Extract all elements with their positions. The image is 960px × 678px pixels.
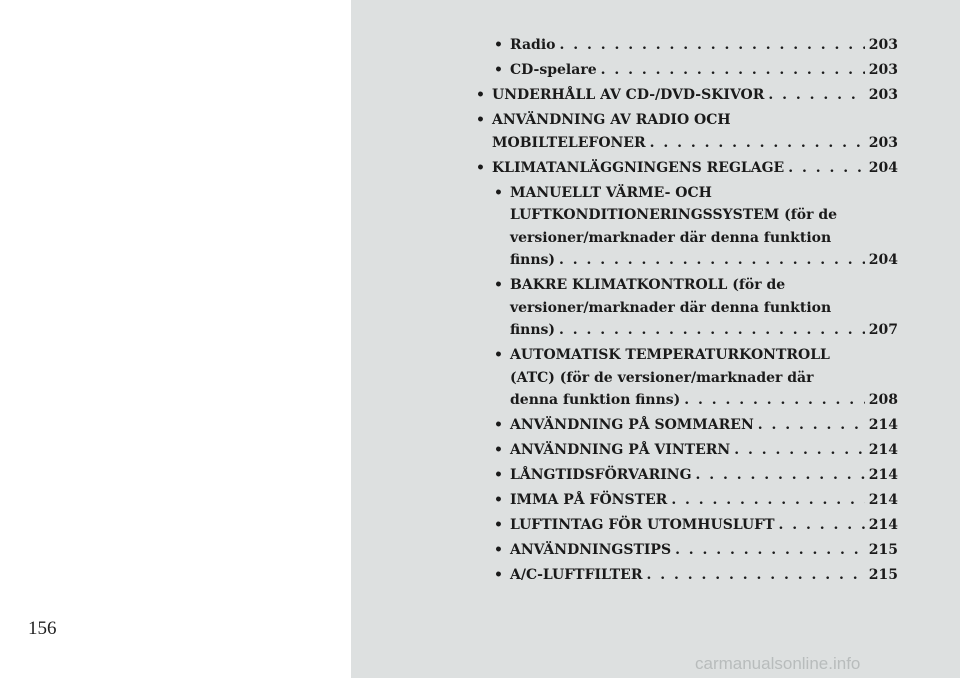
bullet-icon: • [494, 277, 503, 293]
toc-entry-title: finns) [510, 252, 556, 268]
toc-entry-line: LUFTKONDITIONERINGSSYSTEM (för de [510, 207, 838, 223]
toc-entry[interactable] [476, 157, 898, 180]
bullet-icon: • [494, 417, 503, 433]
toc-entry-title: Radio [510, 37, 556, 53]
toc-entry-last-line [510, 464, 898, 487]
bullet-icon: • [494, 442, 503, 458]
dot-leader [647, 564, 865, 587]
dot-leader [559, 319, 865, 342]
toc-entry-last-line [510, 539, 898, 562]
toc-entry-last-line [510, 489, 898, 512]
dot-leader [559, 34, 864, 57]
dot-leader [671, 489, 864, 512]
dot-leader [734, 439, 865, 462]
toc-entry-last-line [510, 389, 898, 412]
toc-entry[interactable] [476, 274, 898, 342]
toc-entry[interactable] [476, 539, 898, 562]
toc-entry-last-line [492, 84, 898, 107]
dot-leader [779, 514, 865, 537]
toc-page-number: 203 [868, 62, 898, 78]
dot-leader [650, 132, 865, 155]
toc-entry-title: finns) [510, 322, 556, 338]
toc-entry[interactable] [476, 564, 898, 587]
bullet-icon: • [494, 467, 503, 483]
toc-entry-title: LÅNGTIDSFÖRVARING [510, 467, 692, 483]
dot-leader [768, 84, 864, 107]
dot-leader [696, 464, 865, 487]
toc-entry[interactable] [476, 182, 898, 272]
toc-entry-title: ANVÄNDNING PÅ VINTERN [510, 442, 731, 458]
toc-entry-last-line [510, 514, 898, 537]
bullet-icon: • [494, 517, 503, 533]
dot-leader [684, 389, 864, 412]
toc-entry-last-line [510, 59, 898, 82]
toc-entry-last-line [510, 34, 898, 57]
toc-entry-line: (ATC) (för de versioner/marknader där [510, 369, 814, 386]
bullet-icon: • [494, 542, 503, 558]
toc-entry-last-line [510, 249, 898, 272]
toc-entry-last-line [510, 414, 898, 437]
toc-entry-title: ANVÄNDNINGSTIPS [510, 542, 672, 558]
toc-page-number: 204 [868, 159, 898, 176]
toc-entry-title: LUFTINTAG FÖR UTOMHUSLUFT [510, 517, 775, 533]
toc-entry-last-line [492, 132, 898, 155]
bullet-icon: • [494, 567, 503, 583]
dot-leader [559, 249, 865, 272]
dot-leader [675, 539, 865, 562]
toc-entry-title: UNDERHÅLL AV CD-/DVD-SKIVOR [492, 87, 765, 103]
toc-entry[interactable] [476, 439, 898, 462]
toc-entry-line: BAKRE KLIMATKONTROLL (för de [510, 277, 786, 293]
toc-page-number: 203 [868, 134, 898, 151]
toc-entry[interactable] [476, 34, 898, 57]
toc-entry[interactable] [476, 489, 898, 512]
toc-page-number: 207 [868, 322, 898, 338]
toc-entry-line: versioner/marknader där denna funktion [510, 229, 832, 246]
toc-page-number: 214 [868, 417, 898, 433]
toc-entry-title: IMMA PÅ FÖNSTER [510, 492, 668, 508]
toc-entry[interactable] [476, 84, 898, 107]
toc-entry[interactable] [476, 109, 898, 154]
watermark: carmanualsonline.info [695, 654, 861, 673]
bullet-icon: • [494, 37, 503, 53]
toc-entry-title: KLIMATANLÄGGNINGENS REGLAGE [492, 159, 785, 176]
toc-page-number: 208 [868, 392, 898, 408]
toc-entry-title: CD-spelare [510, 62, 597, 78]
toc-entry-title: MOBILTELEFONER [492, 134, 646, 151]
toc-entry-line: AUTOMATISK TEMPERATURKONTROLL [510, 347, 830, 363]
toc-entry-title: denna funktion finns) [510, 392, 681, 408]
toc-entry-last-line [510, 319, 898, 342]
toc-entry-title: ANVÄNDNING PÅ SOMMAREN [510, 417, 754, 433]
dot-leader [788, 157, 865, 180]
toc-entry-line: versioner/marknader där denna funktion [510, 299, 832, 316]
toc-page-number: 203 [868, 37, 898, 53]
toc-entry[interactable] [476, 414, 898, 437]
toc-page-number: 215 [868, 542, 898, 558]
toc-entry-last-line [492, 157, 898, 180]
toc-page-number: 214 [868, 517, 898, 533]
toc-entry-line: MANUELLT VÄRME- OCH [510, 184, 712, 201]
toc-entry-line: ANVÄNDNING AV RADIO OCH [492, 112, 731, 128]
toc-entry[interactable] [476, 514, 898, 537]
bullet-icon: • [476, 159, 485, 176]
toc-page-number: 214 [868, 442, 898, 458]
right-page [351, 0, 960, 678]
toc-entry-last-line [510, 439, 898, 462]
toc-page-number: 204 [868, 252, 898, 268]
dot-leader [758, 414, 865, 437]
bullet-icon: • [494, 347, 503, 363]
toc-page-number: 203 [868, 87, 898, 103]
bullet-icon: • [494, 62, 503, 78]
page-number: 156 [28, 618, 57, 639]
toc-entry[interactable] [476, 464, 898, 487]
table-of-contents [476, 34, 898, 589]
toc-entry[interactable] [476, 344, 898, 412]
toc-page-number: 214 [868, 467, 898, 483]
toc-entry-last-line [510, 564, 898, 587]
toc-page-number: 214 [868, 492, 898, 508]
toc-entry-title: A/C-LUFTFILTER [510, 567, 643, 583]
toc-page-number: 215 [868, 567, 898, 583]
toc-entry[interactable] [476, 59, 898, 82]
bullet-icon: • [494, 492, 503, 508]
bullet-icon: • [476, 87, 485, 103]
bullet-icon: • [476, 112, 485, 128]
dot-leader [601, 59, 865, 82]
left-page [0, 0, 351, 678]
bullet-icon: • [494, 184, 503, 201]
